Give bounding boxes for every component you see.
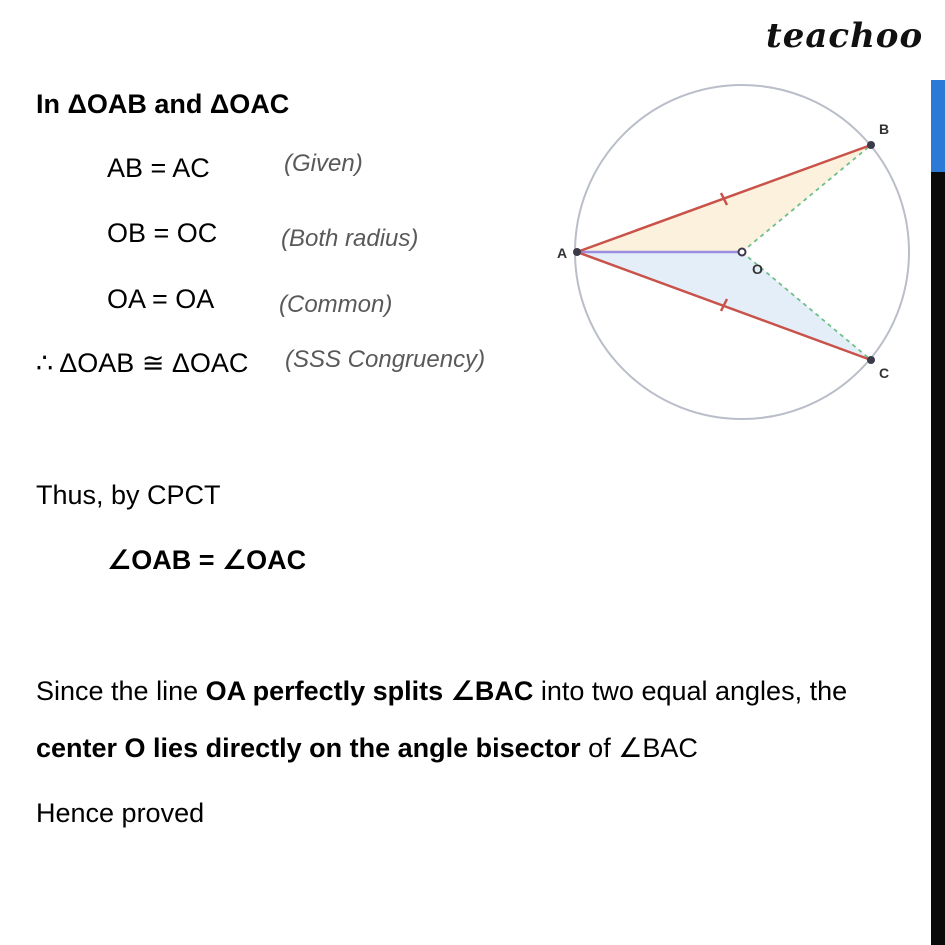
label-o: O [752, 261, 763, 277]
statement-ob-oc: OB = OC [107, 218, 218, 248]
label-c: C [879, 365, 890, 381]
point-c [867, 356, 875, 364]
conclusion-text-a: Since the line [36, 676, 206, 706]
circle-figure [545, 75, 915, 430]
statement-oa-oa: OA = OA [107, 284, 215, 314]
conclusion-text-b: into two equal angles, the [533, 676, 848, 706]
reason-both-radius: (Both radius) [281, 225, 419, 252]
statement-ab-ac: AB = AC [107, 153, 210, 183]
conclusion-line-2 [36, 732, 698, 764]
label-a: A [557, 245, 568, 261]
teachoo-logo: teachoo [766, 16, 924, 56]
angle-result: ∠OAB = ∠OAC [107, 545, 307, 575]
congruence-statement: ∴ ΔOAB ≅ ΔOAC [36, 348, 249, 378]
thus-cpct: Thus, by CPCT [36, 480, 221, 510]
conclusion-bold-b: center O lies directly on the angle bisector [36, 733, 581, 763]
conclusion-text-c: of ∠BAC [580, 733, 698, 763]
conclusion-bold-a: OA perfectly splits ∠BAC [205, 676, 534, 706]
reason-common: (Common) [279, 291, 393, 318]
conclusion-line-1 [36, 675, 847, 707]
reason-sss: (SSS Congruency) [285, 346, 486, 373]
right-edge-bar-accent [931, 80, 945, 172]
proof-heading: In ΔOAB and ΔOAC [36, 89, 290, 119]
right-edge-bar-top [931, 0, 945, 80]
point-o [739, 249, 746, 256]
point-b [867, 141, 875, 149]
label-b: B [879, 121, 890, 137]
hence-proved: Hence proved [36, 798, 205, 828]
reason-given: (Given) [284, 150, 363, 177]
point-a [573, 248, 581, 256]
